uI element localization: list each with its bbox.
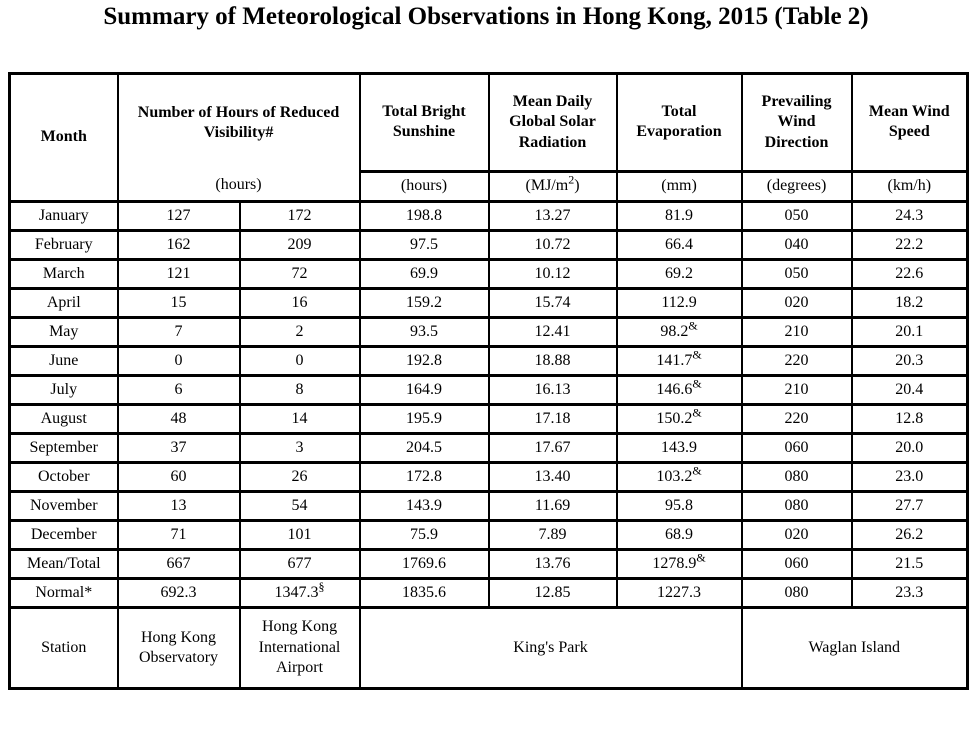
data-cell: 18.88 bbox=[489, 347, 617, 376]
data-cell: 66.4 bbox=[617, 231, 742, 260]
data-cell: 220 bbox=[742, 347, 852, 376]
data-cell: 23.0 bbox=[852, 463, 968, 492]
unit-radiation: $(MJ/m^2)$ bbox=[489, 171, 617, 201]
data-cell: 26.2 bbox=[852, 521, 968, 550]
unit-wind-direction: (degrees) bbox=[742, 171, 852, 201]
data-cell: 75.9 bbox=[360, 521, 489, 550]
data-cell: 141.7& bbox=[617, 347, 742, 376]
data-cell: 204.5 bbox=[360, 434, 489, 463]
row-label: August bbox=[10, 405, 118, 434]
data-cell: 17.67 bbox=[489, 434, 617, 463]
header-month: Month bbox=[10, 74, 118, 202]
table-row bbox=[10, 550, 968, 579]
data-cell: 68.9 bbox=[617, 521, 742, 550]
data-cell: 17.18 bbox=[489, 405, 617, 434]
row-label: November bbox=[10, 492, 118, 521]
data-cell: 020 bbox=[742, 289, 852, 318]
row-label: March bbox=[10, 260, 118, 289]
data-cell: 95.8 bbox=[617, 492, 742, 521]
footnote-marker: & bbox=[696, 550, 706, 565]
data-cell: 6 bbox=[118, 376, 240, 405]
footnote-marker: & bbox=[692, 463, 702, 478]
header-wind-direction: Prevailing Wind Direction bbox=[742, 74, 852, 172]
data-cell: 10.12 bbox=[489, 260, 617, 289]
data-cell: 10.72 bbox=[489, 231, 617, 260]
footnote-marker: & bbox=[692, 376, 702, 391]
data-cell: 69.9 bbox=[360, 260, 489, 289]
data-cell: 060 bbox=[742, 550, 852, 579]
unit-sunshine: (hours) bbox=[360, 171, 489, 201]
data-cell: 020 bbox=[742, 521, 852, 550]
data-cell: 13.40 bbox=[489, 463, 617, 492]
data-cell: 159.2 bbox=[360, 289, 489, 318]
station-waglan-island: Waglan Island bbox=[742, 608, 968, 689]
data-cell: 37 bbox=[118, 434, 240, 463]
data-cell: 12.41 bbox=[489, 318, 617, 347]
header-visibility-unit: (hours) bbox=[215, 176, 262, 194]
station-kings-park: King's Park bbox=[360, 608, 742, 689]
data-cell: 81.9 bbox=[617, 202, 742, 231]
data-cell: 13 bbox=[118, 492, 240, 521]
data-cell: 27.7 bbox=[852, 492, 968, 521]
data-cell: 24.3 bbox=[852, 202, 968, 231]
row-label: October bbox=[10, 463, 118, 492]
header-radiation: Mean Daily Global Solar Radiation bbox=[489, 74, 617, 172]
row-label: June bbox=[10, 347, 118, 376]
data-cell: 0 bbox=[118, 347, 240, 376]
table-row bbox=[10, 289, 968, 318]
data-cell: 18.2 bbox=[852, 289, 968, 318]
table-row bbox=[10, 347, 968, 376]
data-cell: 21.5 bbox=[852, 550, 968, 579]
table-row bbox=[10, 492, 968, 521]
row-label: September bbox=[10, 434, 118, 463]
data-cell: 15 bbox=[118, 289, 240, 318]
row-label: Normal* bbox=[10, 579, 118, 608]
data-cell: 1347.3§ bbox=[240, 579, 360, 608]
data-cell: 198.8 bbox=[360, 202, 489, 231]
data-cell: 143.9 bbox=[617, 434, 742, 463]
data-cell: 98.2& bbox=[617, 318, 742, 347]
data-cell: 1278.9& bbox=[617, 550, 742, 579]
table-row bbox=[10, 579, 968, 608]
data-cell: 7.89 bbox=[489, 521, 617, 550]
data-cell: 22.2 bbox=[852, 231, 968, 260]
data-cell: 20.0 bbox=[852, 434, 968, 463]
data-cell: 23.3 bbox=[852, 579, 968, 608]
row-label: Mean/Total bbox=[10, 550, 118, 579]
data-cell: 210 bbox=[742, 376, 852, 405]
row-label: July bbox=[10, 376, 118, 405]
data-cell: 1769.6 bbox=[360, 550, 489, 579]
data-cell: 172.8 bbox=[360, 463, 489, 492]
station-airport: Hong Kong International Airport bbox=[240, 608, 360, 689]
data-cell: 93.5 bbox=[360, 318, 489, 347]
station-label: Station bbox=[10, 608, 118, 689]
unit-radiation-superscript: 2 bbox=[568, 172, 575, 187]
data-cell: 0 bbox=[240, 347, 360, 376]
footnote-marker: & bbox=[692, 347, 702, 362]
row-label: January bbox=[10, 202, 118, 231]
header-sunshine: Total Bright Sunshine bbox=[360, 74, 489, 172]
data-cell: 080 bbox=[742, 579, 852, 608]
data-cell: 97.5 bbox=[360, 231, 489, 260]
data-cell: 127 bbox=[118, 202, 240, 231]
header-wind-speed: Mean Wind Speed bbox=[852, 74, 968, 172]
data-cell: 72 bbox=[240, 260, 360, 289]
data-cell: 14 bbox=[240, 405, 360, 434]
data-cell: 3 bbox=[240, 434, 360, 463]
data-cell: 101 bbox=[240, 521, 360, 550]
table-row bbox=[10, 463, 968, 492]
unit-evaporation: (mm) bbox=[617, 171, 742, 201]
data-cell: 220 bbox=[742, 405, 852, 434]
data-cell: 112.9 bbox=[617, 289, 742, 318]
data-cell: 667 bbox=[118, 550, 240, 579]
footnote-marker: § bbox=[318, 579, 325, 594]
data-cell: 54 bbox=[240, 492, 360, 521]
data-cell: 71 bbox=[118, 521, 240, 550]
data-cell: 692.3 bbox=[118, 579, 240, 608]
row-label: April bbox=[10, 289, 118, 318]
data-cell: 172 bbox=[240, 202, 360, 231]
data-cell: 12.85 bbox=[489, 579, 617, 608]
row-label: December bbox=[10, 521, 118, 550]
table-row bbox=[10, 260, 968, 289]
data-cell: 210 bbox=[742, 318, 852, 347]
data-cell: 11.69 bbox=[489, 492, 617, 521]
data-cell: 677 bbox=[240, 550, 360, 579]
meteorological-table bbox=[8, 72, 969, 690]
data-cell: 1835.6 bbox=[360, 579, 489, 608]
data-cell: 195.9 bbox=[360, 405, 489, 434]
table-row bbox=[10, 405, 968, 434]
footnote-marker: & bbox=[692, 405, 702, 420]
data-cell: 20.3 bbox=[852, 347, 968, 376]
data-cell: 103.2& bbox=[617, 463, 742, 492]
table-row bbox=[10, 231, 968, 260]
data-cell: 080 bbox=[742, 463, 852, 492]
data-cell: 8 bbox=[240, 376, 360, 405]
data-cell: 48 bbox=[118, 405, 240, 434]
data-cell: 143.9 bbox=[360, 492, 489, 521]
data-cell: 162 bbox=[118, 231, 240, 260]
data-cell: 20.1 bbox=[852, 318, 968, 347]
data-cell: 146.6& bbox=[617, 376, 742, 405]
data-cell: 1227.3 bbox=[617, 579, 742, 608]
data-cell: 13.76 bbox=[489, 550, 617, 579]
row-label: May bbox=[10, 318, 118, 347]
header-visibility bbox=[118, 74, 360, 202]
data-cell: 080 bbox=[742, 492, 852, 521]
data-cell: 050 bbox=[742, 260, 852, 289]
header-visibility-name: Number of Hours of Reduced Visibility# bbox=[137, 103, 340, 141]
data-cell: 2 bbox=[240, 318, 360, 347]
data-cell: 16 bbox=[240, 289, 360, 318]
data-cell: 26 bbox=[240, 463, 360, 492]
table-row bbox=[10, 202, 968, 231]
data-cell: 13.27 bbox=[489, 202, 617, 231]
data-cell: 12.8 bbox=[852, 405, 968, 434]
data-cell: 209 bbox=[240, 231, 360, 260]
station-observatory: Hong Kong Observatory bbox=[118, 608, 240, 689]
data-cell: 060 bbox=[742, 434, 852, 463]
page-title: Summary of Meteorological Observations in Hong Kong, 2015 (Table 2) bbox=[103, 3, 869, 30]
data-cell: 15.74 bbox=[489, 289, 617, 318]
data-cell: 20.4 bbox=[852, 376, 968, 405]
data-cell: 69.2 bbox=[617, 260, 742, 289]
row-label: February bbox=[10, 231, 118, 260]
data-cell: 050 bbox=[742, 202, 852, 231]
data-cell: 164.9 bbox=[360, 376, 489, 405]
data-cell: 121 bbox=[118, 260, 240, 289]
unit-wind-speed: (km/h) bbox=[852, 171, 968, 201]
data-cell: 7 bbox=[118, 318, 240, 347]
header-evaporation: Total Evaporation bbox=[617, 74, 742, 172]
data-cell: 192.8 bbox=[360, 347, 489, 376]
data-cell: 150.2& bbox=[617, 405, 742, 434]
header-name-row bbox=[10, 74, 968, 172]
table-row bbox=[10, 318, 968, 347]
station-row bbox=[10, 608, 968, 689]
data-cell: 040 bbox=[742, 231, 852, 260]
table-row bbox=[10, 521, 968, 550]
data-cell: 22.6 bbox=[852, 260, 968, 289]
data-cell: 60 bbox=[118, 463, 240, 492]
table-row bbox=[10, 434, 968, 463]
table-row bbox=[10, 376, 968, 405]
data-cell: 16.13 bbox=[489, 376, 617, 405]
footnote-marker: & bbox=[688, 318, 698, 333]
